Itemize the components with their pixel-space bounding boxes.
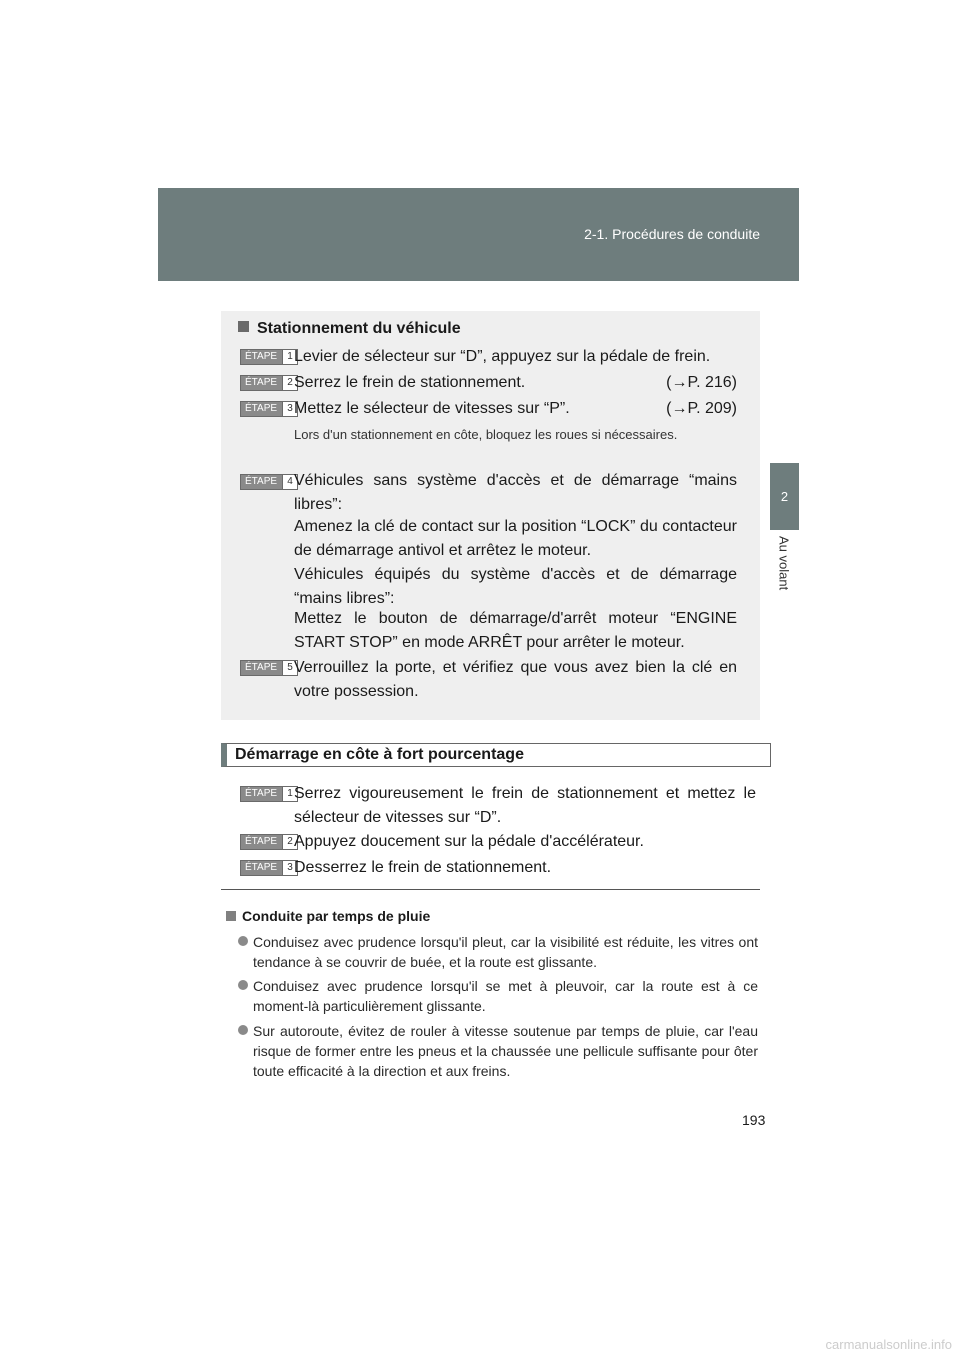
bullet-icon: [238, 1025, 248, 1035]
note-title: Conduite par temps de pluie: [226, 908, 430, 924]
note-bullet: Sur autoroute, évitez de rouler à vitesse soutenue par temps de pluie, car l'eau risque de former entre les pneus et la chaussée une pellicule suffisante pour ôter toute efficacité à la direction et aux freins.: [238, 1021, 758, 1081]
step-badge: ÉTAPE 5: [240, 660, 298, 676]
step-text: Mettez le bouton de démarrage/d'arrêt moteur “ENGINE START STOP” en mode ARRÊT pour arrêter le moteur.: [294, 610, 737, 651]
step-badge: ÉTAPE 2: [240, 375, 298, 391]
step-text: Amenez la clé de contact sur la position “LOCK” du contacteur de démarrage antivol et arrêtez le moteur.: [294, 518, 737, 559]
step-text: Appuyez doucement sur la pédale d'accélérateur.: [294, 833, 644, 850]
step-text: Véhicules équipés du système d'accès et de démarrage “mains libres”:: [294, 566, 737, 607]
step-text: Verrouillez la porte, et vérifiez que vous avez bien la clé en votre possession.: [294, 659, 737, 700]
step-badge: ÉTAPE 3: [240, 401, 298, 417]
step-badge: ÉTAPE 4: [240, 474, 298, 490]
square-icon: [238, 321, 249, 332]
chapter-tab: 2: [770, 463, 799, 530]
page-reference: (→P. 209): [666, 400, 737, 417]
box-title: Stationnement du véhicule: [238, 320, 461, 338]
watermark: carmanualsonline.info: [825, 1337, 952, 1352]
section-title: 2-1. Procédures de conduite: [584, 226, 760, 242]
page-reference: (→P. 216): [666, 374, 737, 391]
step-note: Lors d'un stationnement en côte, bloquez les roues si nécessaires.: [294, 427, 678, 442]
divider: [221, 889, 760, 890]
step-badge: ÉTAPE 1: [240, 786, 298, 802]
bullet-icon: [238, 936, 248, 946]
note-bullet: Conduisez avec prudence lorsqu'il pleut, car la visibilité est réduite, les vitres ont tendance à se couvrir de buée, et la route est glissante.: [238, 932, 758, 972]
section-heading: Démarrage en côte à fort pourcentage: [221, 743, 771, 767]
chapter-label: Au volant: [776, 536, 792, 591]
note-bullet: Conduisez avec prudence lorsqu'il se met à pleuvoir, car la route est à ce moment-là particulièrement glissante.: [238, 976, 758, 1016]
step-badge: ÉTAPE 3: [240, 860, 298, 876]
step-text: Serrez vigoureusement le frein de stationnement et mettez le sélecteur de vitesses sur “D”.: [294, 785, 756, 826]
step-text: Véhicules sans système d'accès et de démarrage “mains libres”:: [294, 472, 737, 513]
step-badge: ÉTAPE 1: [240, 349, 298, 365]
step-text: Mettez le sélecteur de vitesses sur “P”. (→P. 209): [294, 397, 737, 421]
step-badge: ÉTAPE 2: [240, 834, 298, 850]
bullet-icon: [238, 980, 248, 990]
step-text: Levier de sélecteur sur “D”, appuyez sur la pédale de frein.: [294, 348, 711, 365]
page-number: 193: [742, 1112, 766, 1128]
square-icon: [226, 911, 236, 921]
step-text: Desserrez le frein de stationnement.: [294, 859, 552, 876]
page-header: [158, 188, 799, 281]
step-text: Serrez le frein de stationnement. (→P. 216): [294, 371, 737, 395]
